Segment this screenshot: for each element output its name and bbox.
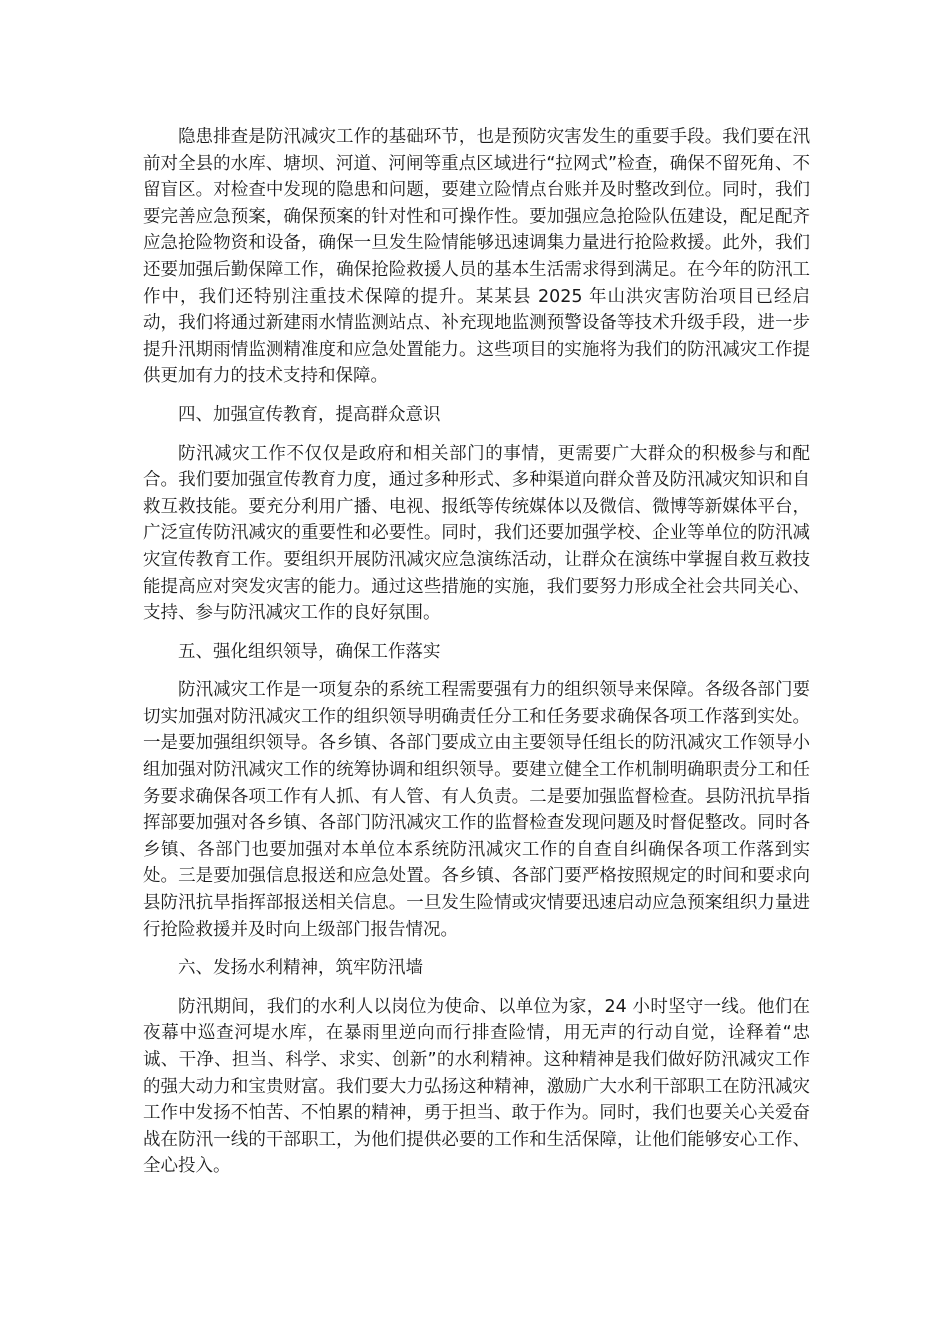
paragraph-publicity: 防汛减灾工作不仅仅是政府和相关部门的事情，更需要广大群众的积极参与和配合。我们要加强宣传教育力度，通过多种形式、多种渠道向群众普及防汛减灾知识和自救互救技能。要充分利用广播、电视、报纸等传统媒体以及微信、微博等新媒体平台，广泛宣传防汛减灾的重要性和必要性。同时，我们还要加强学校、企业等单位的防汛减灾宣传教育工作。要组织开展防汛减灾应急演练活动，让群众在演练中掌握自救互救技能提高应对突发灾害的能力。通过这些措施的实施，我们要努力形成全社会共同关心、支持、参与防汛减灾工作的良好氛围。: [143, 443, 810, 624]
paragraph-water-spirit: 防汛期间，我们的水利人以岗位为使命、以单位为家，24 小时坚守一线。他们在夜幕中巡查河堤水库，在暴雨里逆向而行排查险情，用无声的行动自觉，诠释着“忠诚、干净、担当、科学、求实、创新”的水利精神。这种精神是我们做好防汛减灾工作的强大动力和宝贵财富。我们要大力弘扬这种精神，激励广大水利干部职工在防汛减灾工作中发扬不怕苦、不怕累的精神，勇于担当、敢于作为。同时，我们也要关心关爱奋战在防汛一线的干部职工，为他们提供必要的工作和生活保障，让他们能够安心工作、全心投入。: [143, 996, 810, 1177]
section-heading-water-spirit: 六、发扬水利精神，筑牢防汛墙: [178, 958, 423, 979]
section-heading-publicity: 四、加强宣传教育，提高群众意识: [178, 404, 441, 425]
paragraph-hazard-inspection: 隐患排查是防汛减灾工作的基础环节，也是预防灾害发生的重要手段。我们要在汛前对全县的水库、塘坝、河道、河闸等重点区域进行“拉网式”检查，确保不留死角、不留盲区。对检查中发现的隐患和问题，要建立险情点台账并及时整改到位。同时，我们要完善应急预案，确保预案的针对性和可操作性。要加强应急抢险队伍建设，配足配齐应急抢险物资和设备，确保一旦发生险情能够迅速调集力量进行抢险救援。此外，我们还要加强后勤保障工作，确保抢险救援人员的基本生活需求得到满足。在今年的防汛工作中，我们还特别注重技术保障的提升。某某县 2025 年山洪灾害防治项目已经启动，我们将通过新建雨水情监测站点、补充现地监测预警设备等技术升级手段，进一步提升汛期雨情监测精准度和应急处置能力。这些项目的实施将为我们的防汛减灾工作提供更加有力的技术支持和保障。: [143, 127, 810, 387]
document-body: [143, 124, 810, 1192]
paragraph-leadership: 防汛减灾工作是一项复杂的系统工程需要强有力的组织领导来保障。各级各部门要切实加强对防汛减灾工作的组织领导明确责任分工和任务要求确保各项工作落到实处。一是要加强组织领导。各乡镇、各部门要成立由主要领导任组长的防汛减灾工作领导小组加强对防汛减灾工作的统筹协调和组织领导。要建立健全工作机制明确职责分工和任务要求确保各项工作有人抓、有人管、有人负责。二是要加强监督检查。县防汛抗旱指挥部要加强对各乡镇、各部门防汛减灾工作的监督检查发现问题及时督促整改。同时各乡镇、各部门也要加强对本单位本系统防汛减灾工作的自查自纠确保各项工作落到实处。三是要加强信息报送和应急处置。各乡镇、各部门要严格按照规定的时间和要求向县防汛抗旱指挥部报送相关信息。一旦发生险情或灾情要迅速启动应急预案组织力量进行抢险救援并及时向上级部门报告情况。: [143, 680, 810, 940]
section-heading-leadership: 五、强化组织领导，确保工作落实: [178, 641, 441, 662]
